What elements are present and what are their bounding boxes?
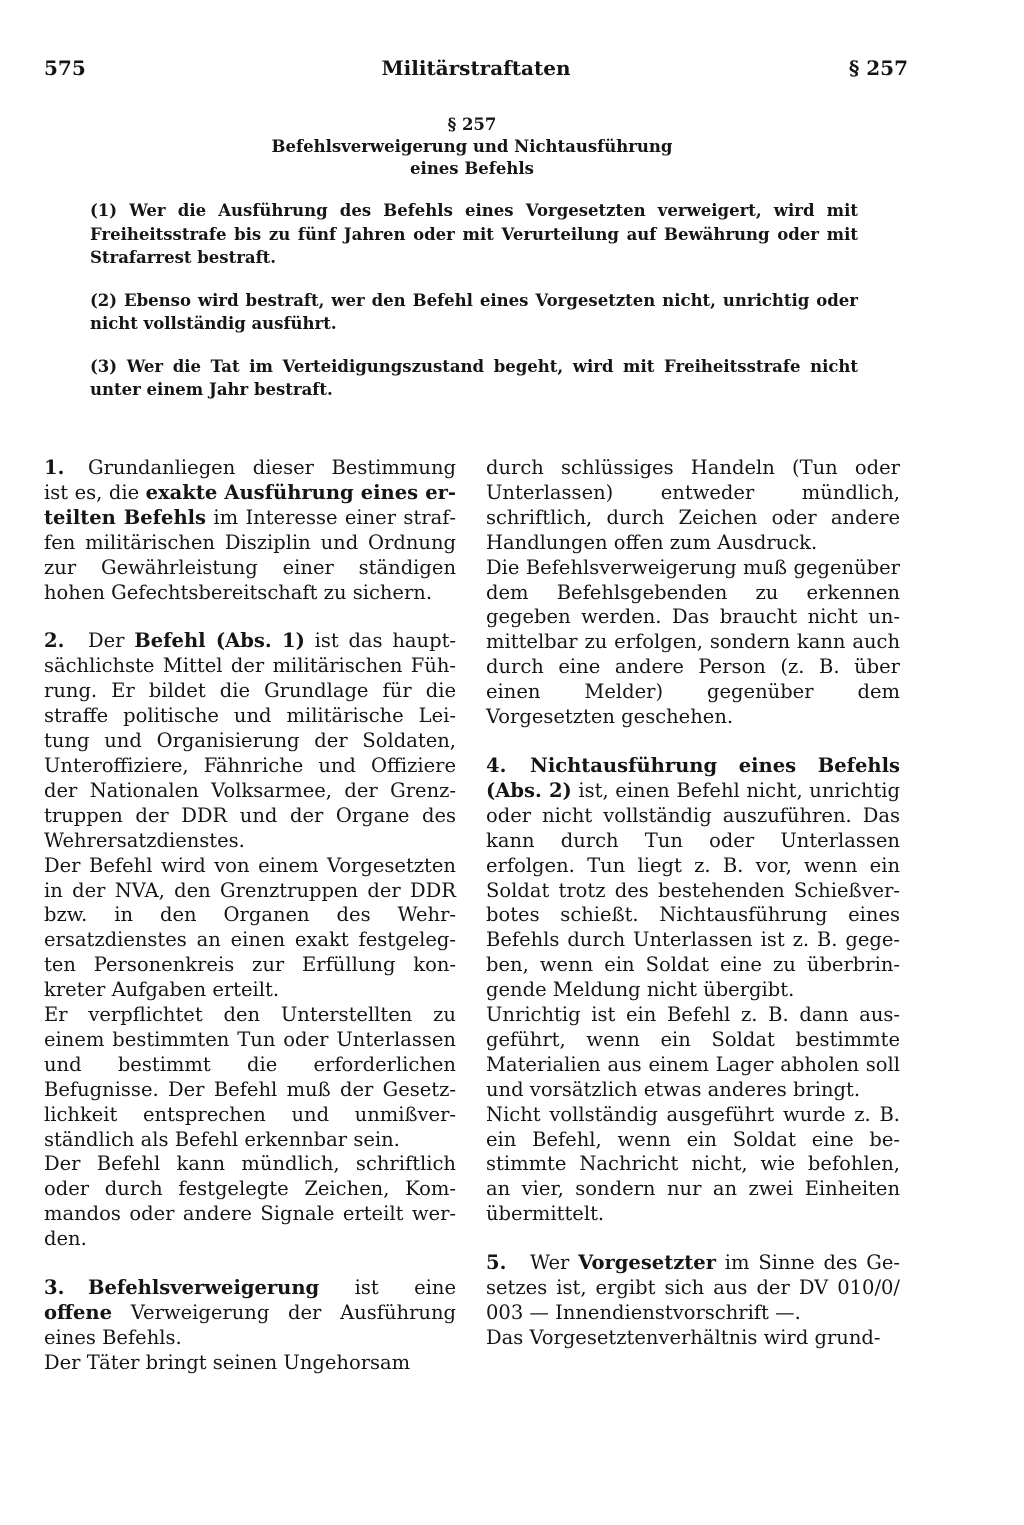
note-3-text-b: Verweigerung der Ausführung eines Befehls. — [44, 1301, 456, 1349]
note-2-text-a: Der — [88, 629, 135, 653]
note-5 — [486, 1251, 900, 1326]
note-4-paragraph-2: Unrichtig ist ein Befehl z. B. dann ausgeführt, wenn ein Soldat bestimmte Materialien aus einem Lager abholen soll und vorsätzlich etwas anderes bringt. — [486, 1003, 900, 1101]
note-2-paragraph-2: Der Befehl wird von einem Vorgesetzten in der NVA, den Grenztruppen der DDR bzw. in den Organen des Wehrersatzdienstes an einen exakt festgelegten Personenkreis zur Erfüllung konkreter Aufgaben erteilt. — [44, 853, 456, 1002]
note-3-text-a: ist eine — [319, 1276, 456, 1300]
note-4-number: 4. — [486, 753, 507, 777]
statute-title-line-2: eines Befehls — [410, 159, 534, 178]
statute-title-line-1: Befehlsverweigerung und Nichtausführung — [271, 137, 673, 156]
clause-1: (1) Wer die Ausführung des Befehls eines Vorgesetzten verweigert, wird mit Freiheitsstrafe bis zu fünf Jahren oder mit Verurteilung auf Bewährung oder mit Strafarrest bestraft. — [90, 201, 858, 267]
note-3-bold-b: offene — [44, 1301, 113, 1324]
note-2 — [44, 629, 456, 853]
running-title: Militärstraftaten — [381, 56, 571, 80]
note-5-text-b: im Sinne des Gesetzes ist, ergibt sich aus der DV 010/0/ 003 — Innendienstvorschrift —. — [486, 1251, 901, 1324]
note-1-number: 1. — [44, 456, 65, 479]
note-2-paragraph-3: Er verpflichtet den Unterstellten zu einem bestimmten Tun oder Unterlassen und bestimmt die erforderlichen Befugnisse. Der Befehl muß der Gesetzlichkeit entsprechen und unmißverständlich als Befehl erkennbar sein. — [44, 1003, 456, 1151]
note-2-text-b: ist das hauptsächlichste Mittel der militärischen Führung. Er bildet die Grundlage für die straffe politische und militärische Leitung und Organisierung der Soldaten, Unteroffiziere, Fähnriche und Offiziere der Nationalen Volksarmee, der Grenztruppen der DDR und der Organe des Wehrersatzdienstes. — [44, 629, 456, 852]
statute-clauses — [90, 199, 858, 421]
note-5-text-a: Wer — [530, 1251, 579, 1275]
note-1 — [44, 456, 456, 605]
page-number: 575 — [44, 56, 86, 80]
note-4 — [486, 754, 900, 1003]
note-1-text-b: im Interesse einer straffen militärischen Disziplin und Ordnung zur Gewährleistung einer ständigen hohen Gefechtsbereitschaft zu sichern. — [44, 505, 457, 604]
note-5-number: 5. — [486, 1251, 507, 1275]
note-4-text: ist, einen Befehl nicht, unrichtig oder nicht vollständig auszuführen. Das kann durch Tun oder Unterlassen erfolgen. Tun liegt z. B. vor, wenn ein Soldat trotz des bestehenden Schießverbotes schießt. Nichtausführung eines Befehls durch Unterlassen ist z. B. gegeben, wenn ein Soldat eine zu überbringende Meldung nicht übergibt. — [486, 778, 900, 1002]
statute-section-number: § 257 — [447, 115, 497, 134]
clause-2: (2) Ebenso wird bestraft, wer den Befehl eines Vorgesetzten nicht, unrichtig oder nicht vollständig ausführt. — [90, 290, 858, 333]
note-3 — [44, 1276, 456, 1351]
note-5-paragraph-2: Das Vorgesetztenverhältnis wird grund- — [486, 1325, 881, 1349]
commentary-right-column — [486, 456, 900, 1351]
note-4-paragraph-3: Nicht vollständig ausgeführt wurde z. B. ein Befehl, wenn ein Soldat eine bestimmte Nachricht nicht, wie befohlen, an vier, sondern nur an zwei Einheiten übermittelt. — [486, 1102, 900, 1226]
note-4-bold: Nichtausführung eines Befehls (Abs. 2) — [486, 753, 900, 802]
note-3-paragraph-3: Die Befehlsverweigerung muß gegenüber dem Befehlsgebenden zu erkennen gegeben werden. Das braucht nicht unmittelbar zu erfolgen, sondern kann auch durch eine andere Person (z. B. über einen Melder) gegenüber dem Vorgesetzten geschehen. — [486, 555, 900, 729]
note-2-number: 2. — [44, 629, 65, 653]
note-3-bold-a: Befehlsverweigerung — [88, 1276, 320, 1300]
note-3-paragraph-2: Der Täter bringt seinen Ungehorsam — [44, 1350, 411, 1374]
running-header — [44, 56, 908, 90]
running-section: § 257 — [848, 56, 908, 80]
clause-3: (3) Wer die Tat im Verteidigungszustand begeht, wird mit Freiheitsstrafe nicht unter einem Jahr bestraft. — [90, 356, 858, 399]
note-1-text-a: Grundanliegen dieser Bestimmung ist es, die — [44, 456, 456, 504]
note-3-number: 3. — [44, 1276, 65, 1300]
note-3-continuation: durch schlüssiges Handeln (Tun oder Unterlassen) entweder mündlich, schriftlich, durch Zeichen oder andere Handlungen offen zum Ausdruck. — [486, 456, 900, 554]
note-5-bold: Vorgesetzter — [578, 1251, 716, 1275]
note-2-paragraph-4: Der Befehl kann mündlich, schriftlich oder durch festgelegte Zeichen, Kommandos oder andere Signale erteilt werden. — [44, 1152, 456, 1251]
note-1-bold: exakte Ausführung eines erteilten Befehls — [44, 480, 456, 529]
statute-heading — [0, 114, 944, 180]
note-2-bold: Befehl (Abs. 1) — [134, 629, 305, 653]
commentary-left-column — [44, 456, 456, 1376]
